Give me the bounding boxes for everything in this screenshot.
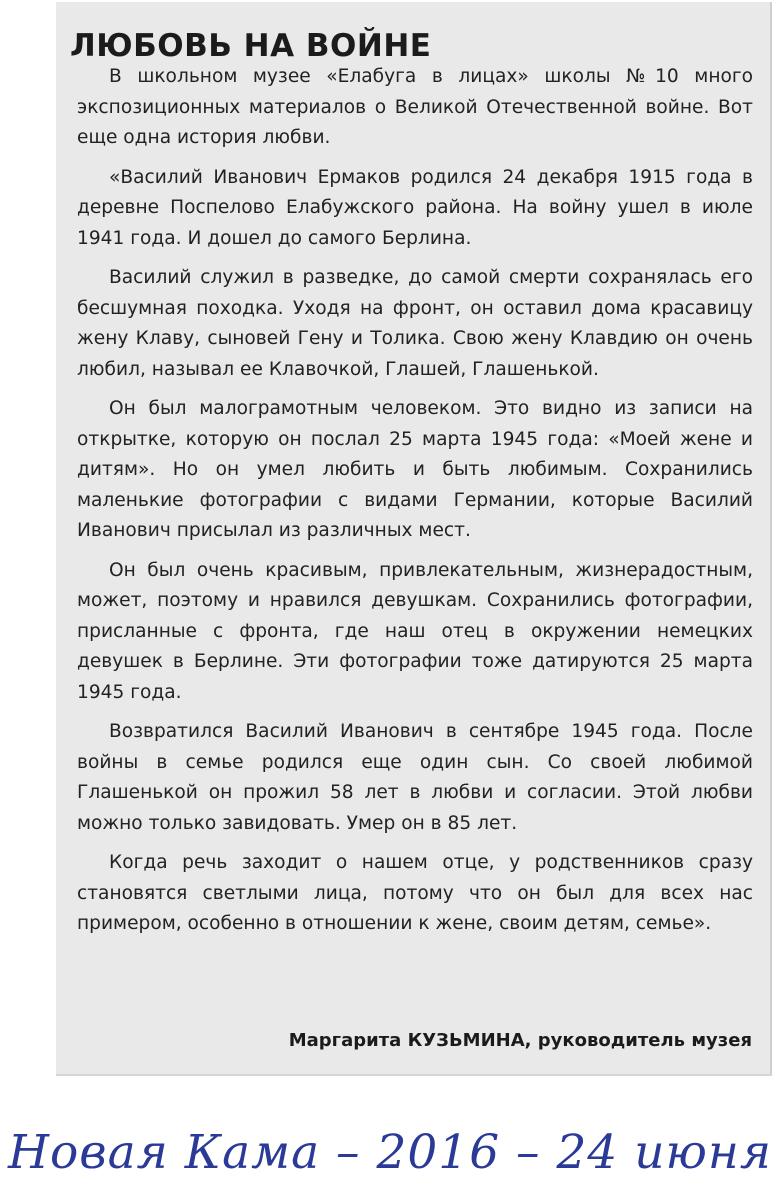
article-paragraph: «Василий Иванович Ермаков родился 24 декабря 1915 года в деревне Поспелово Елабужского района. На войну ушел в июле 1941 года. И дошел до самого Берлина. xyxy=(77,166,753,249)
article-paragraph: Он был очень красивым, привлекательным, жизнерадостным, может, поэтому и нравился девушкам. Сохранились фотографии, присланные с фронта, где наш отец в окружении немецких девушек в Берлине. Эти фотографии тоже датируются 25 марта 1945 года. xyxy=(77,559,753,703)
article-paragraph: Василий служил в разведке, до самой смерти сохранялась его бесшумная походка. Уходя на фронт, он оставил дома красавицу жену Клаву, сыновей Гену и Толика. Свою жену Клавдию он очень любил, называл ее Клавочкой, Глашей, Глашенькой. xyxy=(77,267,753,380)
article-paragraph: В школьном музее «Елабуга в лицах» школы №10 много экспозиционных материалов о Великой Отечественной войне. Вот еще одна история любви. xyxy=(77,66,753,148)
article-paragraph: Когда речь заходит о нашем отце, у родственников сразу становятся светлыми лица, потому что он был для всех нас примером, особенно в отношении к жене, своим детям, семье». xyxy=(77,852,753,934)
article-headline: ЛЮБОВЬ НА ВОЙНЕ xyxy=(70,28,432,64)
article-paragraph: Возвратился Василий Иванович в сентябре 1945 года. После войны в семье родился еще один сын. Со своей любимой Глашенькой он прожил 58 лет в любви и согласии. Этой любви можно только завидовать. Умер он в 85 лет. xyxy=(77,721,753,834)
article-paragraph: Он был малограмотным человеком. Это видно из записи на открытке, которую он послал 25 марта 1945 года: «Моей жене и дитям». Но он умел любить и быть любимым. Сохранились маленькие фотографии с видами Германии, которые Василий Иванович присылал из различных мест. xyxy=(77,398,753,541)
article-body xyxy=(77,62,753,940)
handwritten-source-note: Новая Кама – 2016 – 24 июня xyxy=(8,1125,772,1180)
article-signature: Маргарита КУЗЬМИНА, руководитель музея xyxy=(288,1030,752,1051)
